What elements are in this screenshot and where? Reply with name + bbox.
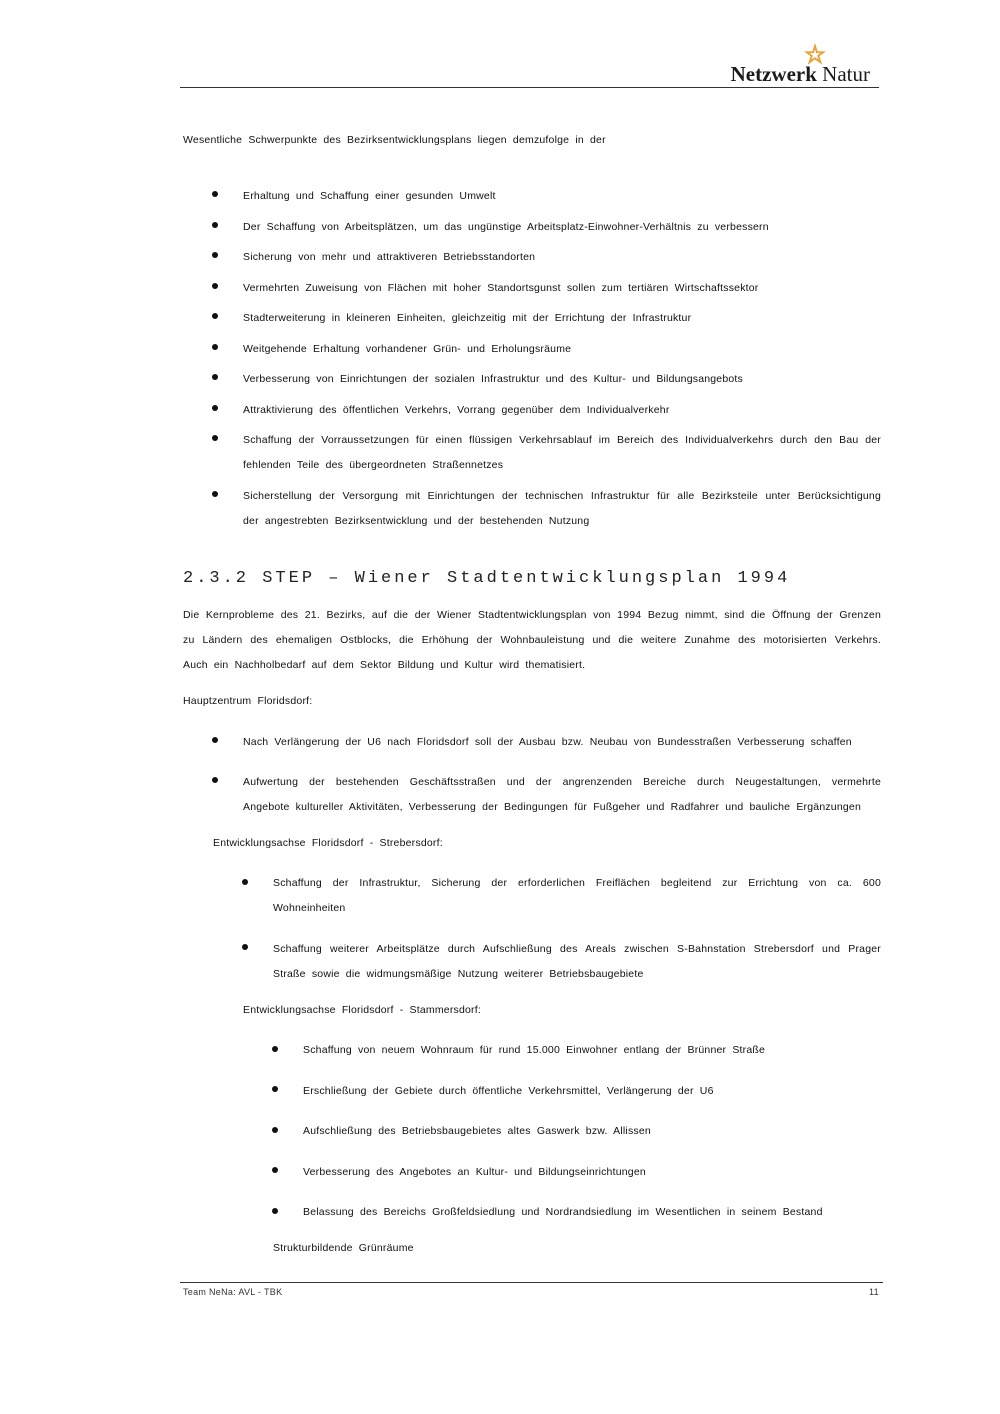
- netzwerk-natur-logo: [720, 44, 870, 84]
- subsection-title: Strukturbildende Grünräume: [273, 1242, 414, 1254]
- list-item: Belassung des Bereichs Großfeldsiedlung und Nordrandsiedlung im Wesentlichen in seinem Bestand: [303, 1206, 823, 1218]
- section-heading: 2.3.2 STEP – Wiener Stadtentwicklungsplan 1994: [183, 569, 791, 588]
- bullet-icon: [212, 344, 218, 350]
- page-number: 11: [869, 1287, 879, 1297]
- logo-regular-text: Natur: [822, 62, 870, 86]
- bullet-icon: [212, 405, 218, 411]
- list-item: Schaffung der Vorraussetzungen für einen flüssigen Verkehrsablauf im Bereich des Individualverkehrs durch den Bau der fehlenden Teile des übergeordneten Straßennetzes: [243, 434, 881, 471]
- list-item: Verbesserung des Angebotes an Kultur- und Bildungseinrichtungen: [303, 1166, 646, 1178]
- bullet-icon: [272, 1208, 278, 1214]
- bullet-icon: [212, 374, 218, 380]
- bullet-icon: [242, 879, 248, 885]
- list-item: Erhaltung und Schaffung einer gesunden Umwelt: [243, 190, 496, 202]
- list-item: Schaffung von neuem Wohnraum für rund 15.000 Einwohner entlang der Brünner Straße: [303, 1044, 766, 1056]
- list-item: Attraktivierung des öffentlichen Verkehrs, Vorrang gegenüber dem Individualverkehr: [243, 404, 670, 416]
- bullet-icon: [212, 435, 218, 441]
- list-item: Verbesserung von Einrichtungen der sozialen Infrastruktur und des Kultur- und Bildungsangebots: [243, 373, 743, 385]
- subsection-title: Entwicklungsachse Floridsdorf - Stammersdorf:: [243, 1004, 481, 1016]
- bullet-icon: [212, 252, 218, 258]
- list-item: Erschließung der Gebiete durch öffentliche Verkehrsmittel, Verlängerung der U6: [303, 1085, 714, 1097]
- bullet-icon: [272, 1167, 278, 1173]
- footer-rule: [180, 1282, 883, 1283]
- footer-team: Team NeNa: AVL - TBK: [183, 1287, 283, 1297]
- bullet-icon: [212, 283, 218, 289]
- list-item: Sicherung von mehr und attraktiveren Betriebsstandorten: [243, 251, 536, 263]
- list-item: Sicherstellung der Versorgung mit Einrichtungen der technischen Infrastruktur für alle Bezirksteile unter Berücksichtigung der angestrebten Bezirksentwicklung und der bestehenden Nutzung: [243, 490, 881, 527]
- logo-wordmark: [731, 62, 870, 87]
- subsection-title: Hauptzentrum Floridsdorf:: [183, 695, 313, 707]
- bullet-icon: [212, 777, 218, 783]
- logo-bold-text: Netzwerk: [730, 62, 817, 86]
- list-item: Nach Verlängerung der U6 nach Floridsdorf soll der Ausbau bzw. Neubau von Bundesstraßen Verbesserung schaffen: [243, 736, 852, 748]
- list-item: Aufschließung des Betriebsbaugebietes altes Gaswerk bzw. Allissen: [303, 1125, 651, 1137]
- bullet-icon: [272, 1127, 278, 1133]
- list-item: Schaffung der Infrastruktur, Sicherung der erforderlichen Freiflächen begleitend zur Errichtung von ca. 600 Wohneinheiten: [273, 877, 881, 914]
- body-paragraph: Die Kernprobleme des 21. Bezirks, auf die der Wiener Stadtentwicklungsplan von 1994 Bezug nimmt, sind die Öffnung der Grenzen zu Ländern des ehemaligen Ostblocks, die Erhöhung der Wohnbauleistung und die weitere Zunahme des motorisierten Verkehrs. Auch ein Nachholbedarf auf dem Sektor Bildung und Kultur wird thematisiert.: [183, 609, 881, 671]
- list-item: Aufwertung der bestehenden Geschäftsstraßen und der angrenzenden Bereiche durch Neugestaltungen, vermehrte Angebote kultureller Aktivitäten, Verbesserung der Bedingungen für Fußgeher und Radfahrer und bauliche Ergänzungen: [243, 776, 881, 813]
- list-item: Vermehrten Zuweisung von Flächen mit hoher Standortsgunst sollen zum tertiären Wirtschaftssektor: [243, 282, 759, 294]
- bullet-icon: [212, 313, 218, 319]
- header-rule: [180, 87, 879, 88]
- subsection-title: Entwicklungsachse Floridsdorf - Strebersdorf:: [213, 837, 443, 849]
- list-item: Weitgehende Erhaltung vorhandener Grün- und Erholungsräume: [243, 343, 572, 355]
- bullet-icon: [272, 1046, 278, 1052]
- bullet-icon: [272, 1086, 278, 1092]
- bullet-icon: [212, 737, 218, 743]
- list-item: Der Schaffung von Arbeitsplätzen, um das ungünstige Arbeitsplatz-Einwohner-Verhältnis zu verbessern: [243, 221, 769, 233]
- bullet-icon: [212, 191, 218, 197]
- bullet-icon: [212, 491, 218, 497]
- bullet-icon: [242, 944, 248, 950]
- intro-text: Wesentliche Schwerpunkte des Bezirksentwicklungsplans liegen demzufolge in der: [183, 134, 606, 146]
- list-item: Stadterweiterung in kleineren Einheiten, gleichzeitig mit der Errichtung der Infrastruktur: [243, 312, 692, 324]
- list-item: Schaffung weiterer Arbeitsplätze durch Aufschließung des Areals zwischen S-Bahnstation Strebersdorf und Prager Straße sowie die widmungsmäßige Nutzung weiterer Betriebsbaugebiete: [273, 943, 881, 980]
- bullet-icon: [212, 222, 218, 228]
